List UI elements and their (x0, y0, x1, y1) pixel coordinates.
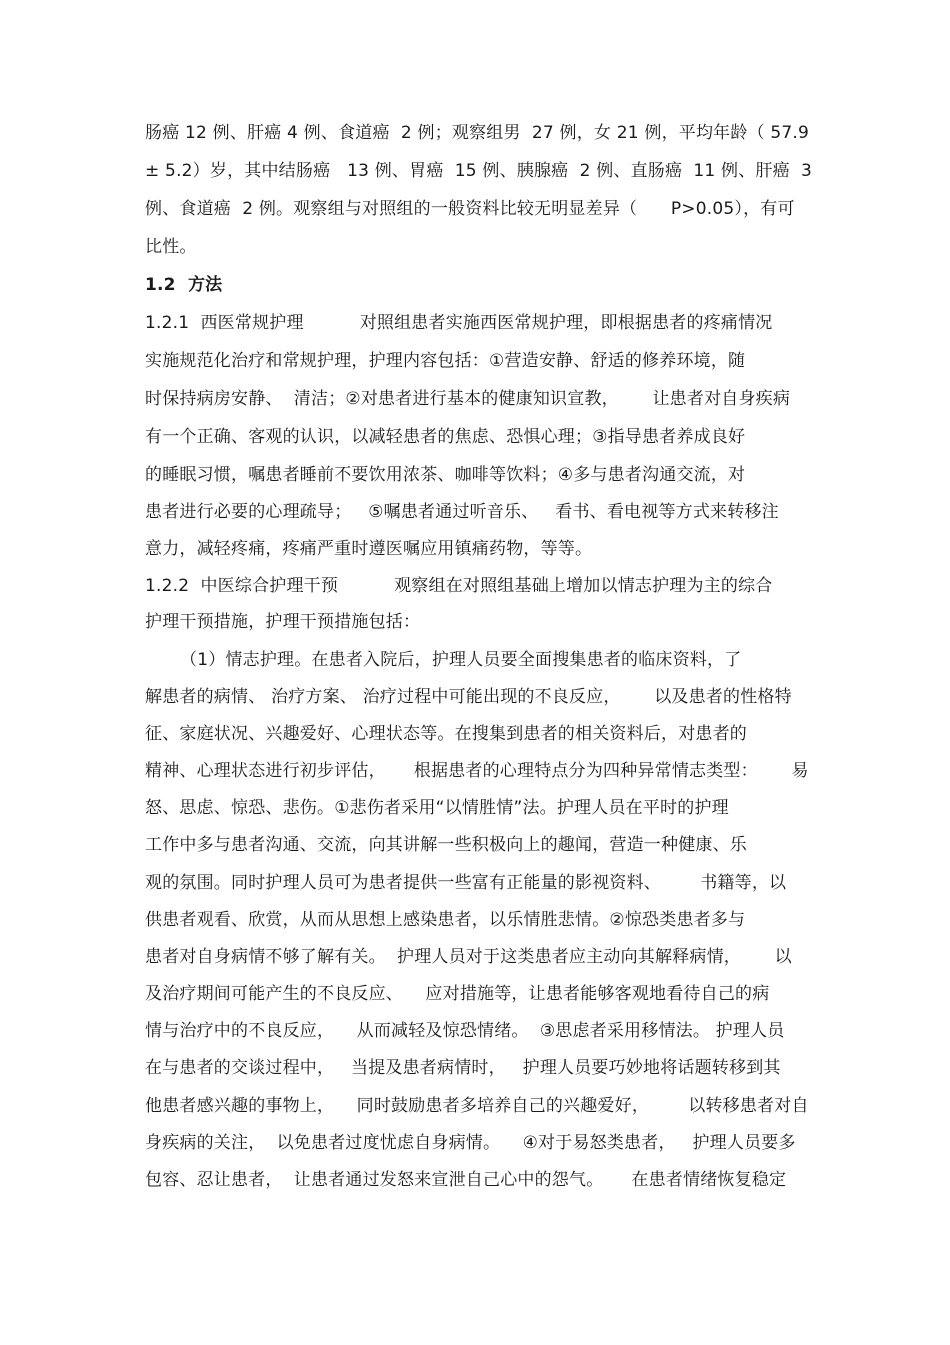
text-line: 怒、思虑、惊恐、悲伤。①悲伤者采用“以情胜情”法。护理人员在平时的护理 (145, 798, 729, 818)
text-line: 供患者观看、欣赏，从而从思想上感染患者，以乐情胜悲情。②惊恐类患者多与 (145, 910, 746, 930)
text-line: 工作中多与患者沟通、交流，向其讲解一些积极向上的趣闻，营造一种健康、乐 (145, 835, 747, 855)
text-line: 在与患者的交谈过程中， 当提及患者病情时， 护理人员要巧妙地将话题转移到其 (145, 1058, 781, 1078)
text-line: 及治疗期间可能产生的不良反应、 应对措施等，让患者能够客观地看待自己的病 (145, 984, 770, 1004)
text-line: 患者进行必要的心理疏导； ⑤嘱患者通过听音乐、 看书、看电视等方式来转移注 (145, 502, 779, 522)
text-line: 征、家庭状况、兴趣爱好、心理状态等。在搜集到患者的相关资料后，对患者的 (145, 724, 747, 744)
text-line: 身疾病的关注， 以免患者过度忧虑自身病情。 ④对于易怒类患者， 护理人员要多 (145, 1133, 796, 1153)
text-line: 实施规范化治疗和常规护理，护理内容包括：①营造安静、舒适的修养环境，随 (145, 351, 746, 371)
text-line: 的睡眠习惯，嘱患者睡前不要饮用浓茶、咖啡等饮料；④多与患者沟通交流，对 (145, 465, 746, 485)
text-line: 肠癌 12 例、肝癌 4 例、食道癌 2 例；观察组男 27 例，女 21 例，平均年龄（ 57.9 (145, 123, 810, 143)
text-line: 护理干预措施，护理干预措施包括： (145, 612, 421, 632)
text-line: ± 5.2）岁，其中结肠癌 13 例、胃癌 15 例、胰腺癌 2 例、直肠癌 11 例、肝癌 3 (145, 161, 813, 181)
text-line: 时保持病房安静、 清洁；②对患者进行基本的健康知识宣教， 让患者对自身疾病 (145, 389, 791, 409)
section-heading: 1.2 方法 (145, 275, 223, 295)
text-line: 情与治疗中的不良反应， 从而减轻及惊恐情绪。 ③思虑者采用移情法。 护理人员 (145, 1021, 785, 1041)
text-line: 解患者的病情、 治疗方案、 治疗过程中可能出现的不良反应， 以及患者的性格特 (145, 687, 792, 707)
text-line: 精神、心理状态进行初步评估， 根据患者的心理特点分为四种异常情志类型： 易 (145, 761, 809, 781)
text-line: 他患者感兴趣的事物上， 同时鼓励患者多培养自己的兴趣爱好， 以转移患者对自 (145, 1096, 809, 1116)
paragraph-first-line: （1）情志护理。在患者入院后，护理人员要全面搜集患者的临床资料，了 (180, 650, 742, 670)
text-line: 包容、忍让患者， 让患者通过发怒来宣泄自己心中的怨气。 在患者情绪恢复稳定 (145, 1170, 787, 1190)
text-line: 比性。 (145, 237, 197, 257)
text-line: 观的氛围。同时护理人员可为患者提供一些富有正能量的影视资料、 书籍等，以 (145, 873, 787, 893)
text-line: 意力，减轻疼痛，疼痛严重时遵医嘱应用镇痛药物，等等。 (145, 539, 593, 559)
text-line: 例、食道癌 2 例。观察组与对照组的一般资料比较无明显差异（ P>0.05），有可 (145, 199, 795, 219)
text-line: 有一个正确、客观的认识，以减轻患者的焦虑、恐惧心理；③指导患者养成良好 (145, 427, 746, 447)
text-line: 患者对自身病情不够了解有关。 护理人员对于这类患者应主动向其解释病情， 以 (145, 947, 792, 967)
subsection-heading-line: 1.2.1 西医常规护理 对照组患者实施西医常规护理，即根据患者的疼痛情况 (145, 313, 773, 333)
subsection-heading-line: 1.2.2 中医综合护理干预 观察组在对照组基础上增加以情志护理为主的综合 (145, 576, 773, 596)
